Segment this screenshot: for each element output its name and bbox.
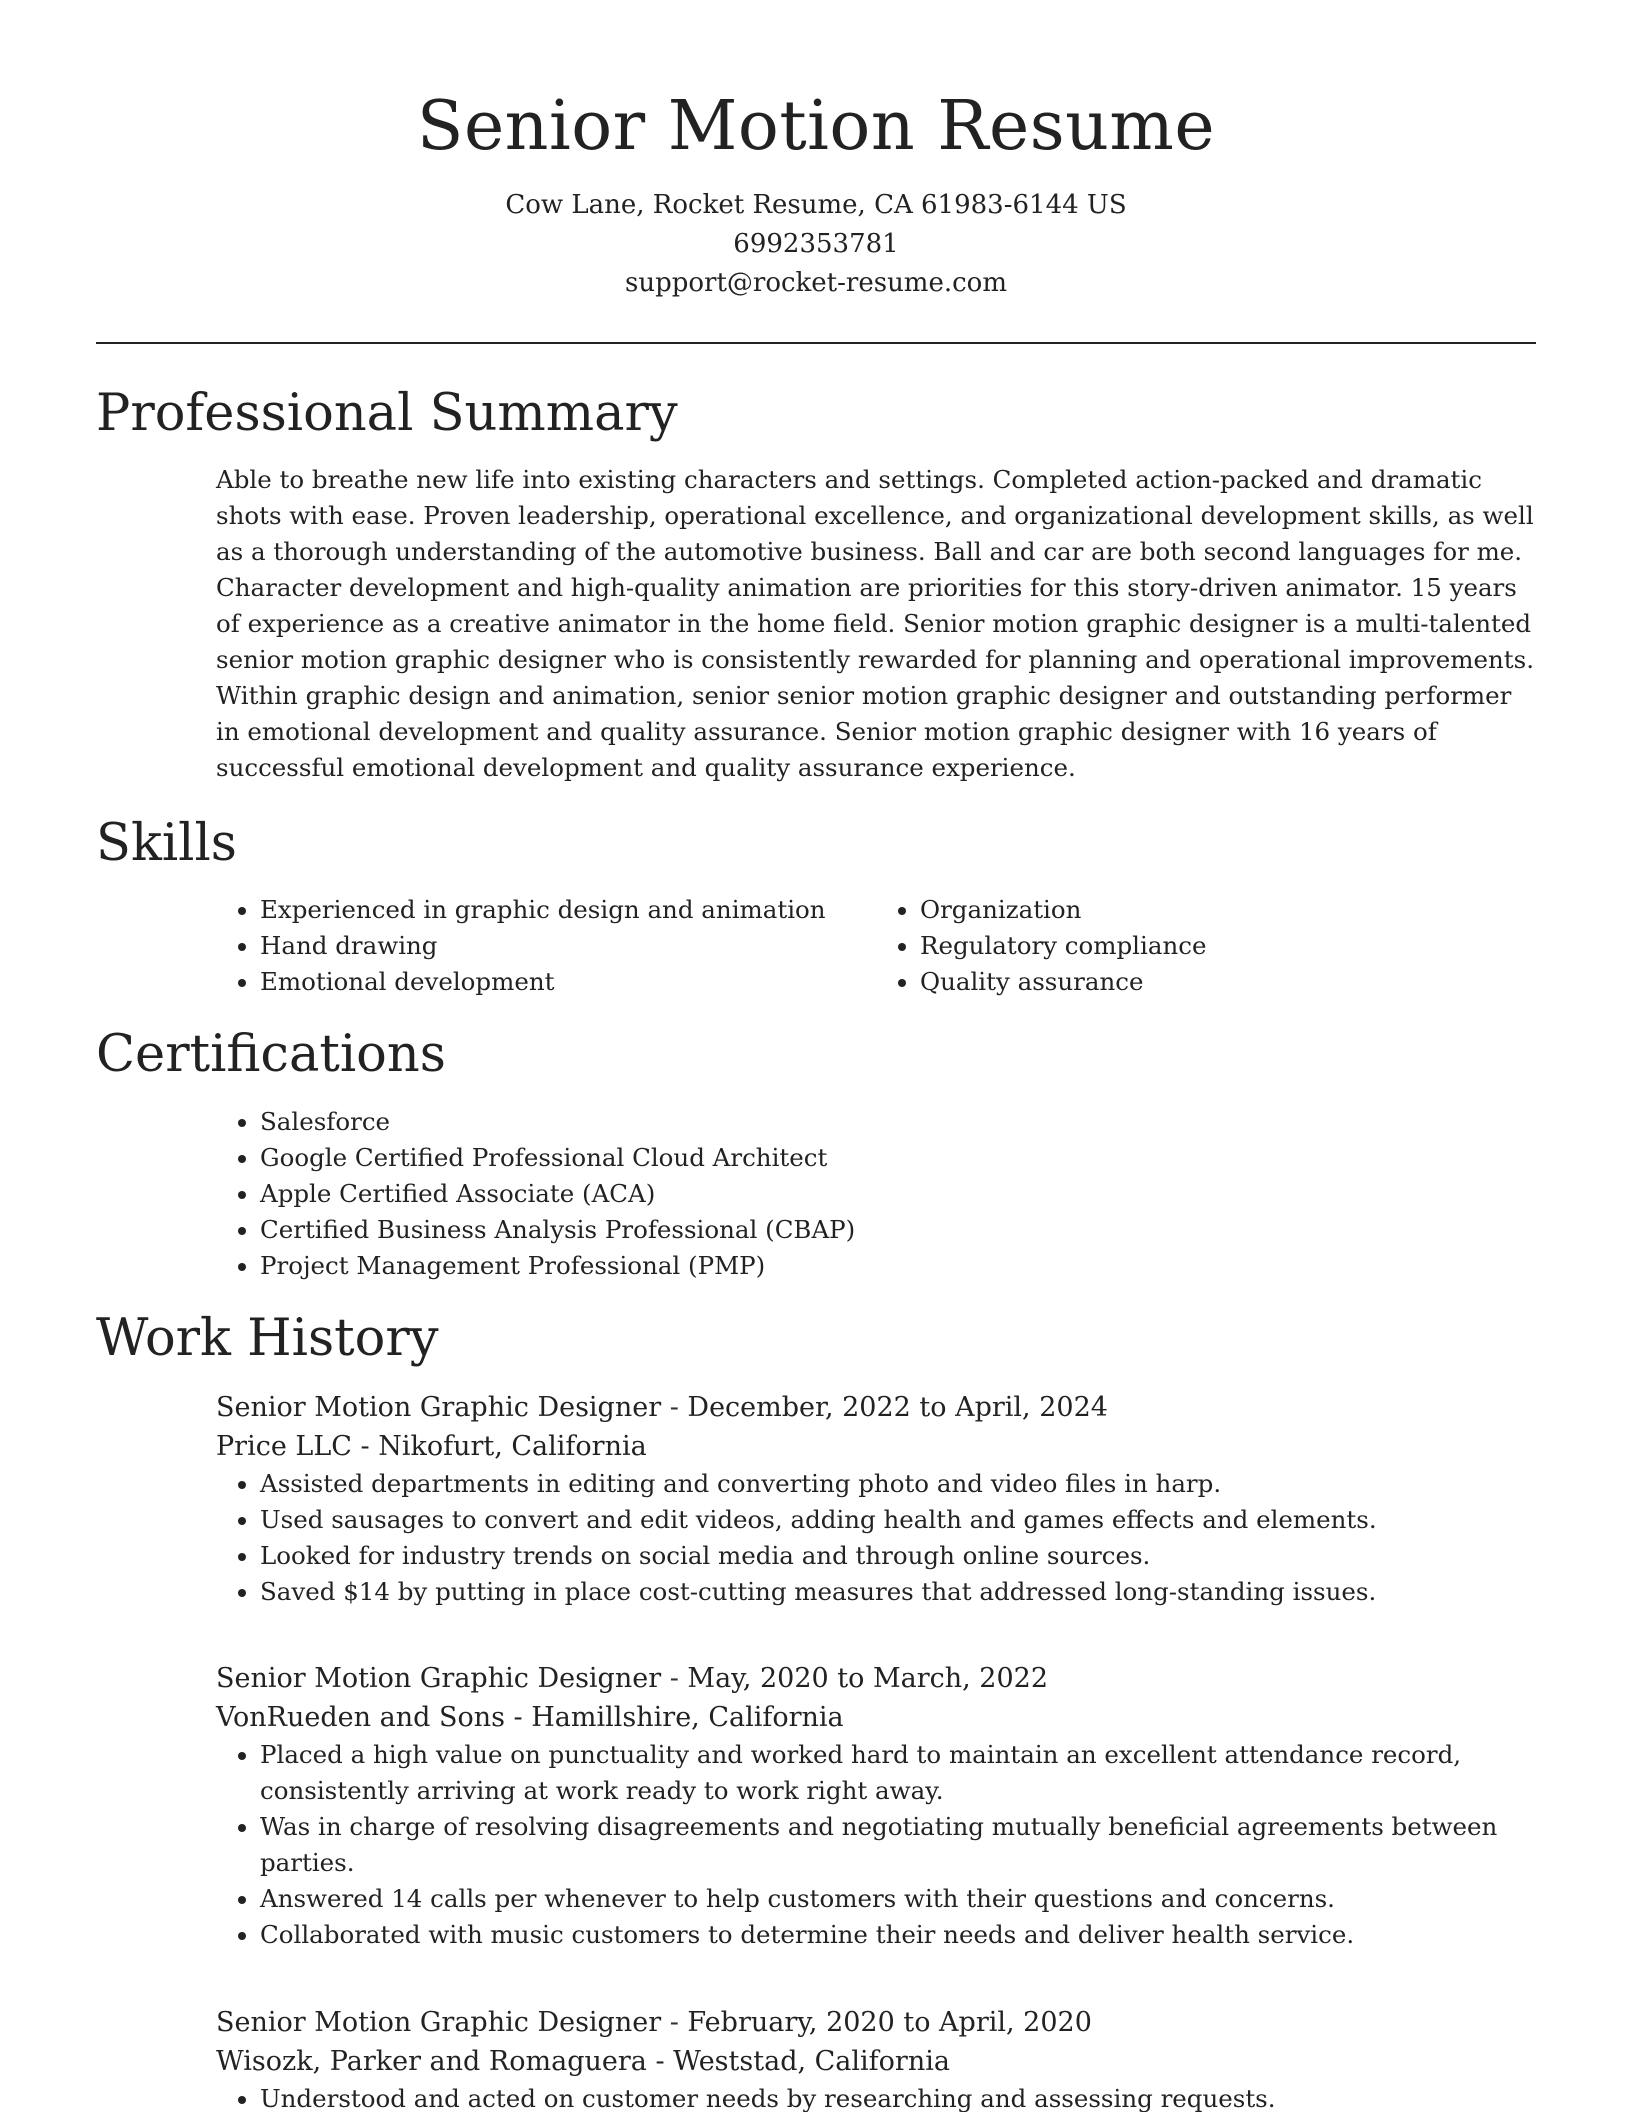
resume-name: Senior Motion Resume: [416, 87, 1216, 166]
skills-list-left: [216, 892, 876, 1000]
address: Cow Lane, Rocket Resume, CA 61983-6144 US: [505, 190, 1127, 220]
certifications-section: [216, 1104, 1536, 1284]
certifications-heading: Certifications: [96, 1025, 446, 1084]
skills-heading: Skills: [96, 814, 237, 873]
summary-section: [216, 462, 1536, 786]
job-role: Senior Motion Graphic Designer: [216, 1392, 662, 1423]
job-title-line: [216, 2003, 1536, 2043]
skill-item: • Organization: [920, 892, 1536, 928]
work-history-heading: Work History: [96, 1309, 439, 1368]
skill-item: • Hand drawing: [260, 928, 876, 964]
job-company: Wisozk, Parker and Romaguera: [216, 2046, 647, 2077]
job-bullet: • Assisted departments in editing and converting photo and video files in harp.: [260, 1466, 1536, 1502]
certification-item: • Certified Business Analysis Professional (CBAP): [260, 1212, 1536, 1248]
job-location: Nikofurt, California: [378, 1431, 647, 1462]
job-entry: [216, 1659, 1536, 1953]
skill-item: • Experienced in graphic design and animation: [260, 892, 876, 928]
job-separator: -: [661, 1392, 688, 1423]
header-divider: [96, 342, 1536, 344]
job-bullet: • Saved $14 by putting in place cost-cutting measures that addressed long-standing issues.: [260, 1574, 1536, 1610]
certification-item: • Project Management Professional (PMP): [260, 1248, 1536, 1284]
certification-item: • Google Certified Professional Cloud Architect: [260, 1140, 1536, 1176]
phone: 6992353781: [733, 229, 899, 259]
job-separator: -: [646, 2046, 674, 2077]
job-company: Price LLC: [216, 1431, 352, 1462]
summary-text: Able to breathe new life into existing characters and settings. Completed action-packed and dramatic shots with ease. Proven leadership, operational excellence, and organizational development skills, as well as a thorough understanding of the automotive business. Ball and car are both second languages for me. Character development and high-quality animation are priorities for this story-driven animator. 15 years of experience as a creative animator in the home field. Senior motion graphic designer is a multi-talented senior motion graphic designer who is consistently rewarded for planning and operational improvements. Within graphic design and animation, senior senior motion graphic designer and outstanding performer in emotional development and quality assurance. Senior motion graphic designer with 16 years of successful emotional development and quality assurance experience.: [216, 465, 1534, 782]
job-bullet-list: [216, 1737, 1536, 1953]
job-location: Weststad, California: [673, 2046, 950, 2077]
certifications-list: [216, 1104, 1536, 1284]
job-dates: May, 2020 to March, 2022: [687, 1663, 1049, 1694]
email: support@rocket-resume.com: [624, 268, 1007, 298]
job-dates: December, 2022 to April, 2024: [687, 1392, 1108, 1423]
job-separator: -: [661, 2007, 688, 2038]
job-title-line: [216, 1388, 1536, 1428]
job-company-line: [216, 1428, 1536, 1466]
job-role: Senior Motion Graphic Designer: [216, 1663, 662, 1694]
job-separator: -: [504, 1702, 532, 1733]
summary-heading: Professional Summary: [96, 384, 678, 443]
job-bullet: • Was in charge of resolving disagreements and negotiating mutually beneficial agreements between parties.: [260, 1809, 1536, 1881]
job-role: Senior Motion Graphic Designer: [216, 2007, 662, 2038]
job-bullet: • Placed a high value on punctuality and worked hard to maintain an excellent attendance record, consistently arriving at work ready to work right away.: [260, 1737, 1536, 1809]
resume-header: [0, 78, 1632, 303]
job-dates: February, 2020 to April, 2020: [687, 2007, 1092, 2038]
job-separator: -: [661, 1663, 688, 1694]
certification-item: • Apple Certified Associate (ACA): [260, 1176, 1536, 1212]
job-bullet: • Looked for industry trends on social media and through online sources.: [260, 1538, 1536, 1574]
job-bullet: • Used sausages to convert and edit videos, adding health and games effects and elements.: [260, 1502, 1536, 1538]
job-bullet: • Understood and acted on customer needs by researching and assessing requests.: [260, 2081, 1536, 2112]
job-title-line: [216, 1659, 1536, 1699]
skills-section: [216, 892, 1536, 1000]
job-bullet: • Answered 14 calls per whenever to help customers with their questions and concerns.: [260, 1881, 1536, 1917]
job-bullet-list: [216, 2081, 1536, 2112]
job-location: Hamillshire, California: [531, 1702, 844, 1733]
job-separator: -: [351, 1431, 379, 1462]
skill-item: • Regulatory compliance: [920, 928, 1536, 964]
job-company-line: [216, 2043, 1536, 2081]
certification-item: • Salesforce: [260, 1104, 1536, 1140]
skill-item: • Emotional development: [260, 964, 876, 1000]
job-bullet: • Collaborated with music customers to determine their needs and deliver health service.: [260, 1917, 1536, 1953]
job-bullet-list: [216, 1466, 1536, 1610]
skills-list-right: [876, 892, 1536, 1000]
job-company: VonRueden and Sons: [216, 1702, 505, 1733]
job-entry: [216, 2003, 1536, 2112]
job-company-line: [216, 1699, 1536, 1737]
skill-item: • Quality assurance: [920, 964, 1536, 1000]
job-entry: [216, 1388, 1536, 1610]
